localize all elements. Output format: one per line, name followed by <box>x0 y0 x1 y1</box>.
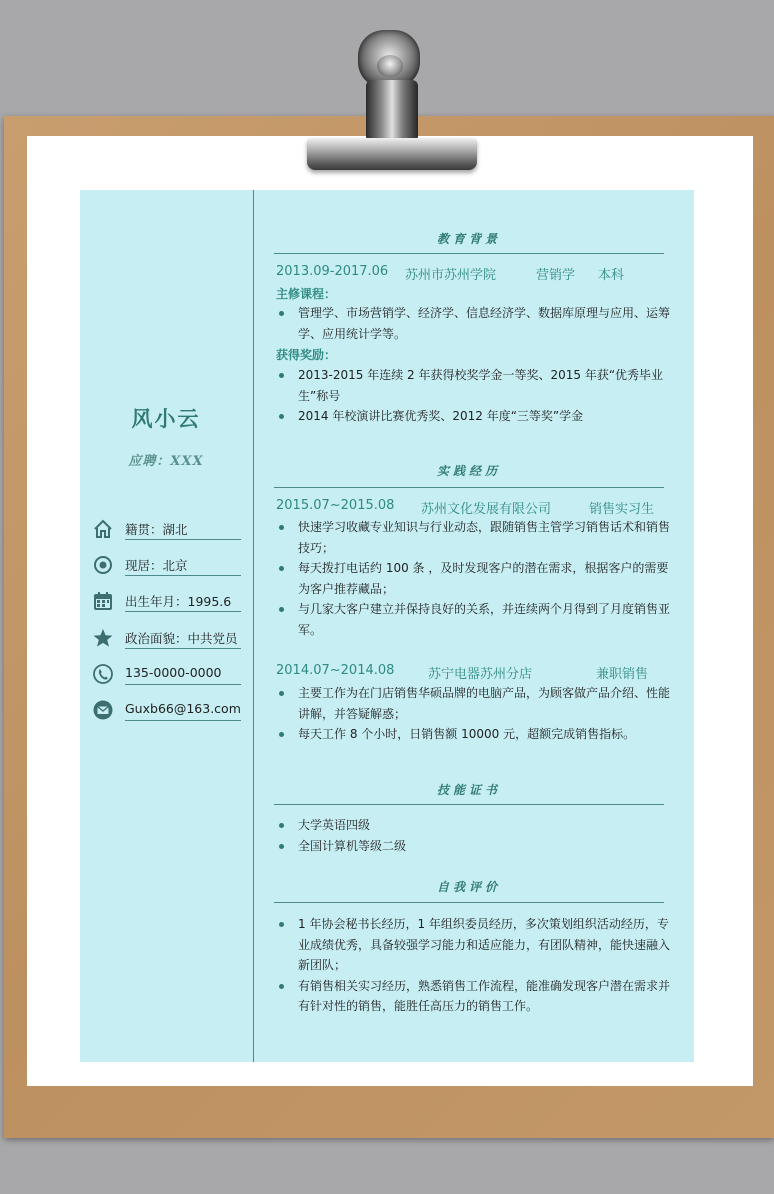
list-item: 大学英语四级 <box>276 815 672 836</box>
job-row <box>276 663 666 681</box>
job-period: 2014.07~2014.08 <box>276 663 395 678</box>
info-phone <box>92 663 242 687</box>
job-row <box>276 498 666 516</box>
candidate-name: 风小云 <box>131 406 201 431</box>
list-item: 有销售相关实习经历，熟悉销售工作流程，能准确发现客户潜在需求并有针对性的销售，能胜任高压力的销售工作。 <box>276 976 672 1017</box>
info-birth-text: 出生年月：1995.6 <box>125 594 232 609</box>
info-phone-text: 135-0000-0000 <box>125 665 222 680</box>
calendar-icon <box>92 590 114 612</box>
list-item: 1 年协会秘书长经历，1 年组织委员经历，多次策划组织活动经历，专业成绩优秀，具备较强学习能力和适应能力，有团队精神，能快速融入新团队； <box>276 914 672 976</box>
section-title-experience: 实践经历 <box>436 464 501 478</box>
section-title-self-evaluation: 自我评价 <box>436 880 501 894</box>
list-item: 每天工作 8 个小时，日销售额 10000 元，超额完成销售指标。 <box>276 724 672 745</box>
section-title-education: 教育背景 <box>436 232 501 246</box>
star-icon <box>92 627 114 649</box>
awards-list <box>276 365 672 427</box>
job-role: 兼职销售 <box>596 667 649 682</box>
job-period: 2015.07~2015.08 <box>276 498 395 513</box>
list-item: 每天拨打电话约 100 条 ，及时发现客户的潜在需求，根据客户的需要为客户推荐藏品； <box>276 558 672 599</box>
info-email-text: Guxb66@163.com <box>125 701 241 716</box>
list-item: 与几家大客户建立并保持良好的关系，并连续两个月得到了月度销售亚军。 <box>276 599 672 640</box>
applied-position: 应聘：XXX <box>128 454 204 469</box>
info-birth <box>92 590 242 614</box>
job-duties-list <box>276 517 672 640</box>
info-politics-text: 政治面貌：中共党员 <box>125 631 238 646</box>
list-item: 全国计算机等级二级 <box>276 836 672 857</box>
job-company: 苏宁电器苏州分店 <box>428 667 533 682</box>
info-residence <box>92 554 242 578</box>
email-icon <box>92 699 114 721</box>
list-item: 2013-2015 年连续 2 年获得校奖学金一等奖、2015 年获“优秀毕业生”称号 <box>276 365 672 406</box>
list-item: 主要工作为在门店销售华硕品牌的电脑产品，为顾客做产品介绍、性能讲解，并答疑解惑； <box>276 683 672 724</box>
skills-list <box>276 815 672 856</box>
info-politics <box>92 627 242 651</box>
job-company: 苏州文化发展有限公司 <box>421 502 552 517</box>
section-title-skills: 技能证书 <box>436 783 501 797</box>
list-item: 快速学习收藏专业知识与行业动态，跟随销售主管学习销售话术和销售技巧； <box>276 517 672 558</box>
job-duties-list <box>276 683 672 745</box>
education-degree: 本科 <box>598 268 625 283</box>
column-divider <box>253 190 254 1062</box>
info-hometown-text: 籍贯：湖北 <box>125 522 188 537</box>
section-rule <box>274 804 664 805</box>
education-school: 苏州市苏州学院 <box>405 268 497 283</box>
list-item: 2014 年校演讲比赛优秀奖、2012 年度“三等奖”学金 <box>276 406 672 427</box>
job-role: 销售实习生 <box>589 502 655 517</box>
info-email <box>92 699 242 723</box>
home-icon <box>92 518 114 540</box>
education-major: 营销学 <box>536 268 576 283</box>
awards-label: 获得奖励： <box>276 348 337 362</box>
section-rule <box>274 487 664 488</box>
info-hometown <box>92 518 242 542</box>
courses-list <box>276 303 672 344</box>
section-rule <box>274 253 664 254</box>
education-period: 2013.09-2017.06 <box>276 264 389 279</box>
education-row <box>276 264 666 282</box>
info-residence-text: 现居：北京 <box>125 558 188 573</box>
courses-label: 主修课程： <box>276 287 337 301</box>
phone-icon <box>92 663 114 685</box>
location-pin-icon <box>92 554 114 576</box>
self-evaluation-list <box>276 914 672 1017</box>
section-rule <box>274 902 664 903</box>
list-item: 管理学、市场营销学、经济学、信息经济学、数据库原理与应用、运筹学、应用统计学等。 <box>276 303 672 344</box>
